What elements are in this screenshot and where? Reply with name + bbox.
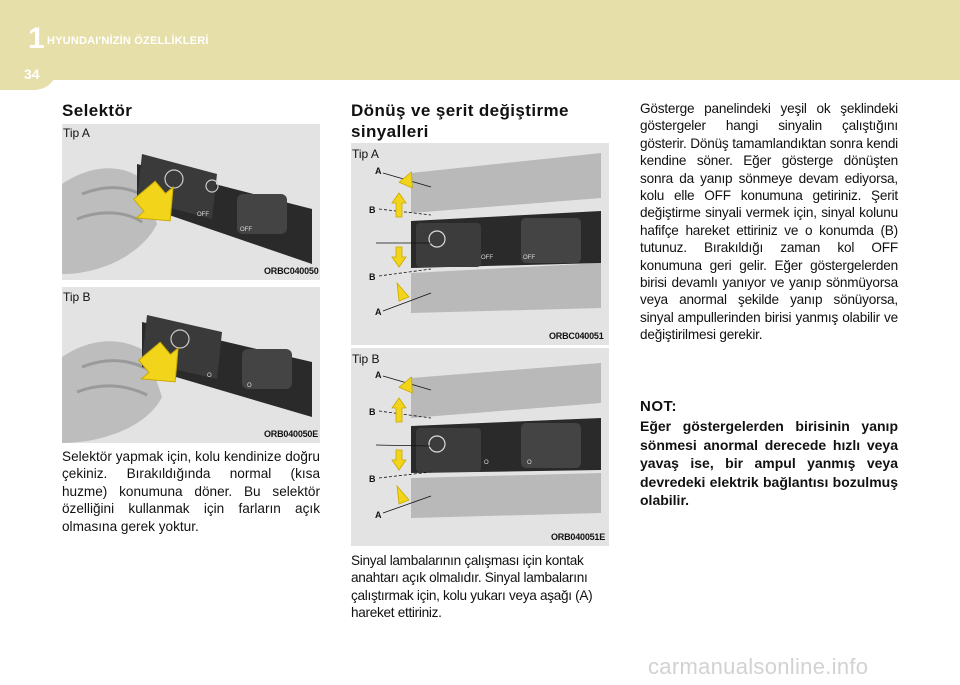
o-callout-a: O [484,460,489,466]
off-callout-b: OFF [523,255,535,261]
heading-line-2: sinyalleri [351,122,429,141]
figure-label-tip-b: Tip B [352,352,380,366]
figure-label-tip-b: Tip B [63,290,91,304]
o-callout-2: O [247,383,252,389]
figure-code: ORB040051E [551,532,606,542]
note-title: NOT: [640,398,677,415]
note-text: Eğer göstergelerden birisinin yanıp sönmesi anormal derecede hızlı veya yavaş ise, bir ampul yanmış veya devredeki elektrik bağlantısı bozulmuş olabilir. [640,418,898,508]
section-heading-turn-signals [351,100,609,142]
chapter-number: 1 [28,22,45,55]
selector-description: Selektör yapmak için, kolu kendinize doğru çekiniz. Bırakıldığında normal (kısa huzme) konumuna döner. Bu selektör özelliğini kullanmak için farların açık olmasına gerek yoktur. [62,449,320,534]
off-callout-1: OFF [197,212,209,218]
figure-label-tip-a: Tip A [352,147,379,161]
indicator-explanation: Gösterge panelindeki yeşil ok şeklindeki göstergeler hangi sinyalin çalıştığını gösterir. Dönüş tamamlandıktan sonra kendi kendine söner. Eğer gösterge dönüşten sonra da yanıp sönmeye devam ediyorsa, kolu elle OFF konumuna getiriniz. Şerit değiştirme sinyali vermek için, sinyal kolunu hafifçe hareket ettiriniz ve o konumda (B) tutunuz. Bırakıldığı zaman kol OFF konumuna geri gelir. Eğer göstergelerden birisi devamlı yanıyor ve yanıp sönmüyorsa veya anormal şekilde yanıp sönüyorsa, sinyal ampullerinden birisi yanmış olabilir ve değiştirilmesi gerekir. [640,101,898,343]
o-callout-1: O [207,373,212,379]
figure-code: ORB040050E [264,429,319,439]
off-callout-2: OFF [240,227,252,233]
figure-turn-signal-type-b [351,348,609,546]
callout-a-top: A [375,370,382,380]
callout-b-top: B [369,407,376,417]
figure-label-tip-a: Tip A [63,126,90,140]
arrow-up-b-icon [392,193,406,217]
callout-a-bottom: A [375,510,382,520]
section-heading-selector: Selektör [62,101,133,120]
figure-turn-signal-type-a [351,143,609,345]
figure-selector-type-a [62,124,320,280]
arrow-up-a-icon [398,172,415,190]
callout-b-top: B [369,205,376,215]
turn-signal-description: Sinyal lambalarının çalışması için kontak anahtarı açık olmalıdır. Sinyal lambalarını çalıştırmak için, kolu yukarı veya aşağı (A) hareket ettiriniz. [351,553,593,621]
arrow-up-a-icon [398,377,415,395]
arrow-down-a-icon [397,283,409,301]
figure-code: ORBC040050 [264,266,319,276]
o-callout-b: O [527,460,532,466]
watermark: carmanualsonline.info [648,654,869,679]
heading-line-1: Dönüş ve şerit değiştirme [351,101,569,120]
figure-code: ORBC040051 [549,331,604,341]
arrow-down-b-icon [392,247,406,267]
callout-b-bottom: B [369,474,376,484]
callout-a-bottom: A [375,307,382,317]
callout-b-bottom: B [369,272,376,282]
arrow-down-a-icon [397,486,409,504]
figure-selector-type-b [62,287,320,443]
callout-a-top: A [375,166,382,176]
off-callout-a: OFF [481,255,493,261]
chapter-title: HYUNDAI'NİZİN ÖZELLİKLERİ [47,35,209,47]
arrow-up-b-icon [392,398,406,422]
arrow-down-b-icon [392,450,406,470]
page-number: 34 [24,66,40,82]
